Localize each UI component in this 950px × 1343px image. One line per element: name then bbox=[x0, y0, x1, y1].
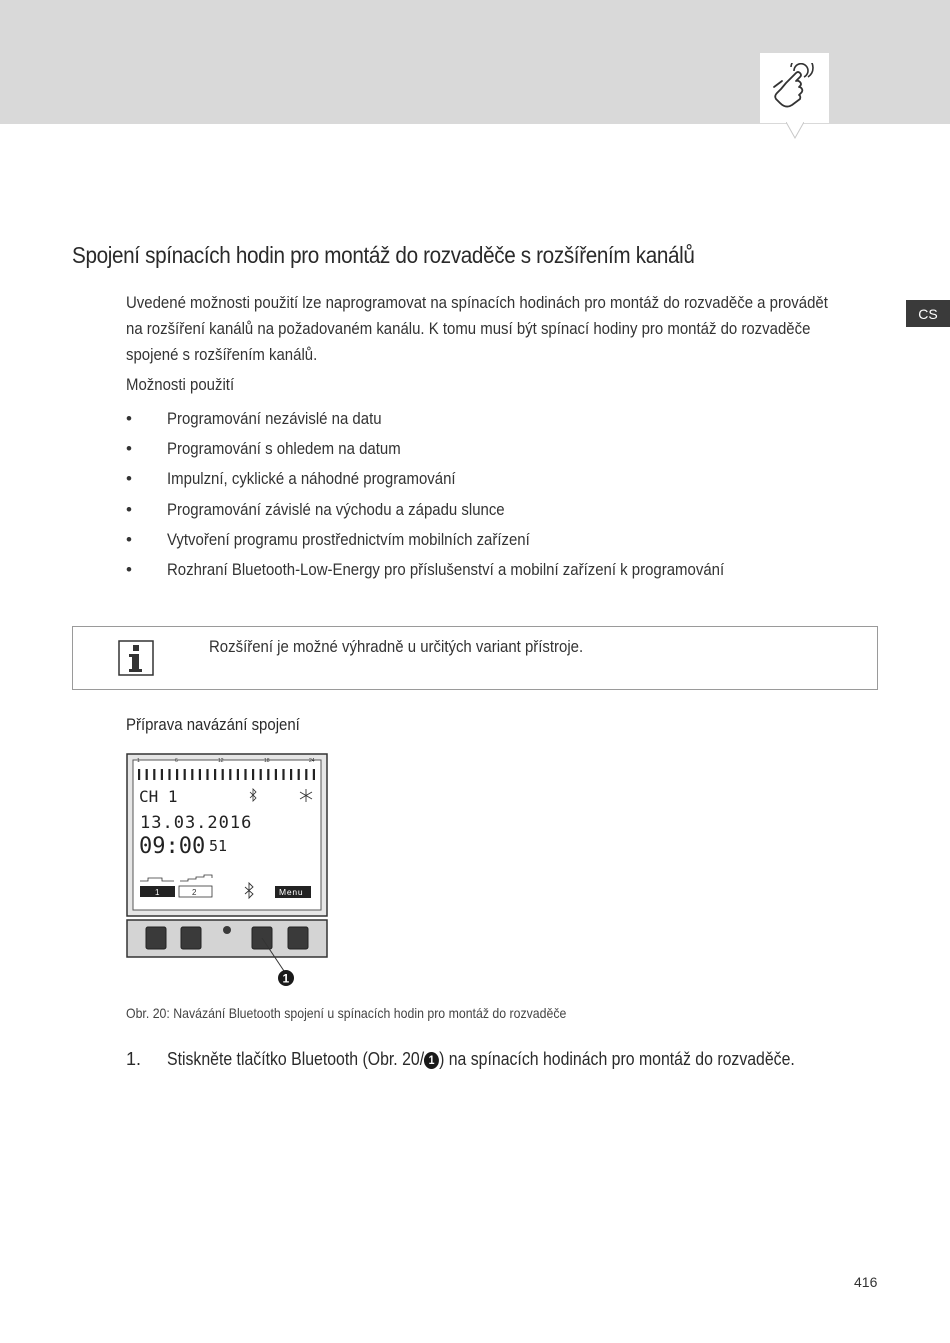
scale-tick-label: 18 bbox=[264, 758, 270, 764]
hour-bar bbox=[313, 769, 315, 780]
intro-paragraph bbox=[126, 290, 886, 368]
hour-bar bbox=[184, 769, 186, 780]
intro-line: Uvedené možnosti použití lze naprogramovat na spínacích hodinách pro montáž do rozvaděče a provádět bbox=[126, 293, 828, 312]
hour-bar bbox=[138, 769, 140, 780]
bullet-icon: • bbox=[126, 409, 132, 428]
hour-bar bbox=[168, 769, 170, 780]
device-button-1 bbox=[146, 927, 166, 949]
hour-bar bbox=[161, 769, 163, 780]
hour-bar bbox=[244, 769, 246, 780]
hour-bar bbox=[146, 769, 148, 780]
seconds-display: 51 bbox=[209, 837, 228, 855]
time-display: 09:00 bbox=[139, 834, 206, 859]
channel-tab-1-label: 1 bbox=[155, 888, 160, 897]
callout-number: 1 bbox=[282, 971, 290, 986]
hour-bar bbox=[176, 769, 178, 780]
touch-gesture-icon bbox=[772, 63, 816, 111]
bullet-icon: • bbox=[126, 439, 132, 459]
bullet-icon: • bbox=[126, 469, 132, 489]
language-tab: CS bbox=[906, 300, 950, 327]
bullet-icon: • bbox=[126, 559, 132, 579]
bullet-icon: • bbox=[126, 499, 132, 519]
hour-bar bbox=[199, 769, 201, 780]
device-button-4 bbox=[288, 927, 308, 949]
scale-tick-label: 12 bbox=[218, 758, 224, 764]
intro-line: spojené s rozšířením kanálů. bbox=[126, 345, 318, 364]
channel-label: CH 1 bbox=[139, 787, 178, 806]
scale-tick-label: 24 bbox=[309, 758, 315, 764]
intro-line: na rozšíření kanálů na požadovaném kanálu. K tomu musí být spínací hodiny pro montáž do rozvaděče bbox=[126, 319, 811, 338]
hour-bar bbox=[206, 769, 208, 780]
page-title: Spojení spínacích hodin pro montáž do rozvaděče s rozšířením kanálů bbox=[72, 242, 695, 268]
hour-bar bbox=[252, 769, 254, 780]
scale-tick-label: 1 bbox=[137, 758, 140, 764]
info-icon bbox=[118, 640, 154, 676]
uses-label: Možnosti použití bbox=[126, 375, 235, 394]
hour-bar bbox=[153, 769, 155, 780]
hour-bar bbox=[237, 769, 239, 780]
section-heading: Příprava navázání spojení bbox=[126, 715, 300, 734]
hour-bar bbox=[267, 769, 269, 780]
header-icon-box bbox=[760, 53, 829, 123]
hour-bar bbox=[191, 769, 193, 780]
info-note bbox=[72, 626, 878, 690]
hour-bar bbox=[282, 769, 284, 780]
note-text: Rozšíření je možné výhradně u určitých variant přístroje. bbox=[209, 637, 584, 656]
channel-tab-2-label: 2 bbox=[192, 888, 197, 897]
hour-bar bbox=[298, 769, 300, 780]
hour-bar bbox=[290, 769, 292, 780]
scale-tick-label: 6 bbox=[175, 758, 178, 764]
callout-marker-inline: 1 bbox=[424, 1052, 439, 1069]
page-number: 416 bbox=[854, 1274, 878, 1290]
step-number: 1. bbox=[126, 1049, 142, 1069]
hour-bar bbox=[260, 769, 262, 780]
menu-label: Menu bbox=[279, 887, 304, 897]
figure-caption: Obr. 20: Navázání Bluetooth spojení u spínacích hodin pro montáž do rozvaděče bbox=[126, 1005, 567, 1021]
hour-bar bbox=[222, 769, 224, 780]
device-button-2 bbox=[181, 927, 201, 949]
bullet-icon: • bbox=[126, 529, 132, 549]
header-pointer bbox=[786, 122, 804, 140]
status-led bbox=[223, 926, 231, 934]
hour-bar bbox=[214, 769, 216, 780]
hour-bar bbox=[275, 769, 277, 780]
step-text: Stiskněte tlačítko Bluetooth (Obr. 20/ 1 ) na spínacích hodinách pro montáž do rozvaděče. bbox=[167, 1049, 795, 1069]
device-illustration bbox=[126, 753, 330, 991]
hour-bar bbox=[229, 769, 231, 780]
hour-bar bbox=[305, 769, 307, 780]
date-display: 13.03.2016 bbox=[140, 813, 253, 833]
